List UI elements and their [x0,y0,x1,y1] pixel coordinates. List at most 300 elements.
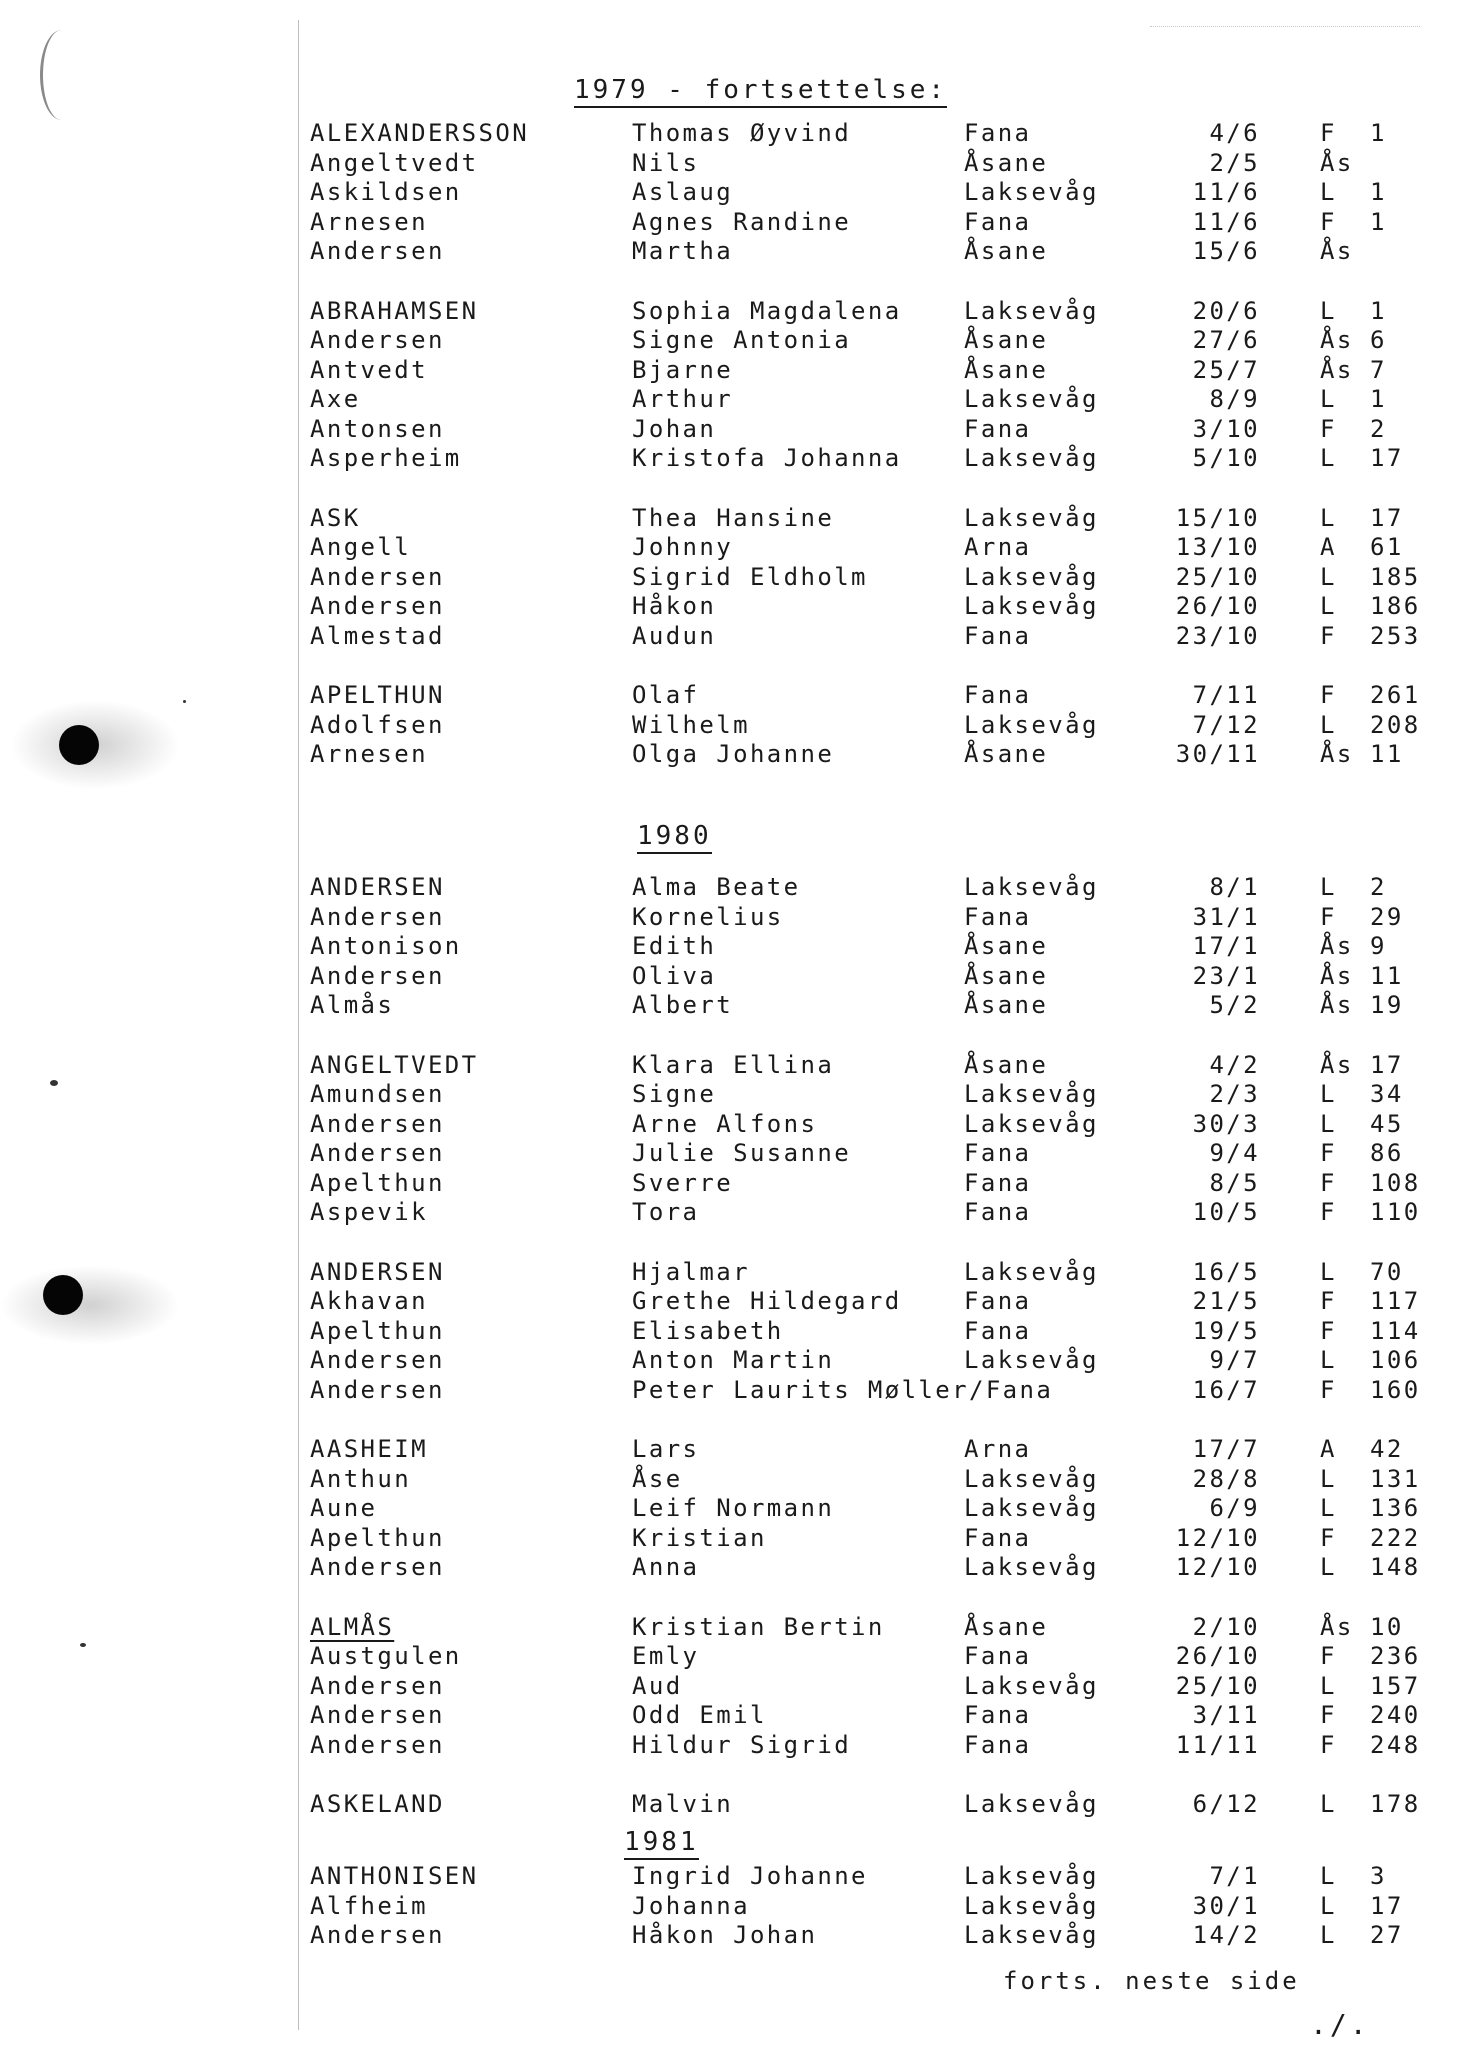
entry-date: 25/10 [1175,1672,1260,1700]
entry-parish: Laksevåg [964,1465,1099,1493]
entry-number: 185 [1370,563,1421,591]
entry-first-names: Klara Ellina [632,1051,835,1079]
entry-parish-code: F [1320,903,1337,931]
entry-surname: ASKELAND [310,1790,445,1818]
entry-number: 117 [1370,1287,1421,1315]
entry-parish-code: F [1320,1524,1337,1552]
continuation-mark: ./. [1310,2008,1370,2041]
entry-parish-code: F [1320,1287,1337,1315]
entry-first-names: Kristian Bertin [632,1613,885,1641]
entry-parish-code: F [1320,1139,1337,1167]
entry-first-names: Kornelius [632,903,784,931]
entry-reference [1320,739,1425,769]
entry-date: 16/5 [1192,1258,1260,1286]
entry-date: 5/10 [1192,444,1260,472]
register-entry [0,872,1459,902]
entry-parish: Laksevåg [964,873,1099,901]
entry-date: 17/1 [1192,932,1260,960]
entry-number: 114 [1370,1317,1421,1345]
entry-parish-code: Ås [1320,932,1354,960]
register-entry [0,931,1459,961]
entry-date: 21/5 [1192,1287,1260,1315]
entry-surname: Andersen [310,1921,445,1949]
entry-parish-code: L [1320,444,1337,472]
entry-parish: Fana [964,1287,1032,1315]
entry-first-names: Sigrid Eldholm [632,563,868,591]
entry-parish: Åsane [964,1051,1049,1079]
entry-date: 7/12 [1192,711,1260,739]
entry-surname: ASK [310,504,361,532]
entry-parish: Åsane [964,740,1049,768]
entry-parish-code: F [1320,119,1337,147]
entry-date: 14/2 [1192,1921,1260,1949]
entry-parish: Åsane [964,326,1049,354]
entry-date: 4/6 [1209,119,1260,147]
entry-first-names: Kristofa Johanna [632,444,902,472]
entry-date: 12/10 [1175,1524,1260,1552]
entry-number: 253 [1370,622,1421,650]
entry-reference [1320,1671,1425,1701]
entry-number: 45 [1370,1110,1404,1138]
entry-first-names: Oliva [632,962,717,990]
entry-surname: Andersen [310,1553,445,1581]
entry-number: 236 [1370,1642,1421,1670]
entry-first-names: Anton Martin [632,1346,835,1374]
entry-reference [1320,1257,1425,1287]
entry-first-names: Lars [632,1435,700,1463]
entry-number: 110 [1370,1198,1421,1226]
register-entry [0,443,1459,473]
entry-first-names: Arthur [632,385,734,413]
entry-reference [1320,990,1425,1020]
entry-surname: ANDERSEN [310,1258,445,1286]
entry-number: 131 [1370,1465,1421,1493]
entry-date: 19/5 [1192,1317,1260,1345]
entry-reference [1320,384,1425,414]
entry-parish-code: F [1320,1731,1337,1759]
entry-surname: Andersen [310,1672,445,1700]
entry-date: 26/10 [1175,1642,1260,1670]
register-entry [0,1168,1459,1198]
entry-parish: Laksevåg [964,297,1099,325]
register-entry [0,1891,1459,1921]
entry-reference [1320,148,1425,178]
entry-first-names: Signe Antonia [632,326,852,354]
entry-number: 6 [1370,326,1387,354]
register-entry [0,177,1459,207]
entry-parish-code: L [1320,504,1337,532]
entry-reference [1320,296,1425,326]
entry-surname: ANTHONISEN [310,1862,479,1890]
entry-parish-code: L [1320,1553,1337,1581]
entry-parish-code: Ås [1320,1051,1354,1079]
entry-date: 30/11 [1175,740,1260,768]
entry-reference [1320,503,1425,533]
entry-number: 208 [1370,711,1421,739]
entry-reference [1320,1138,1425,1168]
entry-parish-code: L [1320,1862,1337,1890]
entry-parish: Fana [964,622,1032,650]
entry-first-names: Olga Johanne [632,740,835,768]
entry-surname: Andersen [310,903,445,931]
entry-surname: Antonison [310,932,462,960]
entry-number: 1 [1370,297,1387,325]
entry-parish-code: Ås [1320,991,1354,1019]
entry-date: 11/6 [1192,208,1260,236]
entry-parish-code: L [1320,1346,1337,1374]
entry-parish-code: F [1320,1317,1337,1345]
entry-parish-code: Ås [1320,326,1354,354]
entry-first-names: Hjalmar [632,1258,750,1286]
entry-parish-code: A [1320,1435,1337,1463]
entry-reference [1320,355,1425,385]
entry-date: 15/10 [1175,504,1260,532]
entry-parish: Åsane [964,237,1049,265]
entry-date: 15/6 [1192,237,1260,265]
entry-reference [1320,207,1425,237]
entry-first-names: Bjarne [632,356,734,384]
entry-reference [1320,177,1425,207]
entry-parish-code: Ås [1320,149,1354,177]
entry-first-names: Johanna [632,1892,750,1920]
entry-parish-code: L [1320,1110,1337,1138]
entry-number: 11 [1370,740,1404,768]
entry-date: 30/1 [1192,1892,1260,1920]
entry-date: 12/10 [1175,1553,1260,1581]
register-entry [0,990,1459,1020]
entry-reference [1320,443,1425,473]
entry-date: 10/5 [1192,1198,1260,1226]
register-entry [0,1079,1459,1109]
entry-number: 17 [1370,504,1404,532]
entry-first-names: Aslaug [632,178,734,206]
entry-parish-code: L [1320,385,1337,413]
register-entry [0,621,1459,651]
entry-surname: Arnesen [310,208,428,236]
entry-reference [1320,1109,1425,1139]
entry-reference [1320,1552,1425,1582]
entry-reference [1320,1286,1425,1316]
entry-number: 1 [1370,208,1387,236]
entry-surname: Antonsen [310,415,445,443]
entry-parish: Fana [964,1317,1032,1345]
entry-first-names: Alma Beate [632,873,801,901]
entry-surname: Andersen [310,1139,445,1167]
entry-date: 13/10 [1175,533,1260,561]
entry-parish: Fana [964,1701,1032,1729]
entry-parish: Laksevåg [964,1346,1099,1374]
entry-number: 61 [1370,533,1404,561]
entry-first-names: Tora [632,1198,700,1226]
entry-parish: Fana [964,1198,1032,1226]
entry-date: 17/7 [1192,1435,1260,1463]
entry-number: 2 [1370,415,1387,443]
entry-parish-code: L [1320,297,1337,325]
entry-parish: Åsane [964,932,1049,960]
entry-parish: Laksevåg [964,1110,1099,1138]
entry-parish: Fana [964,1731,1032,1759]
register-entry [0,1316,1459,1346]
entry-number: 178 [1370,1790,1421,1818]
entry-first-names: Grethe Hildegard [632,1287,902,1315]
entry-surname: Asperheim [310,444,462,472]
entry-surname: Andersen [310,326,445,354]
entry-first-names: Ingrid Johanne [632,1862,868,1890]
entry-date: 5/2 [1209,991,1260,1019]
entry-parish: Fana [964,903,1032,931]
entry-surname: Apelthun [310,1317,445,1345]
entry-parish: Laksevåg [964,178,1099,206]
entry-surname: Almås [310,991,395,1019]
entry-parish-code: Ås [1320,1613,1354,1641]
entry-parish: Fana [964,681,1032,709]
entry-number: 1 [1370,119,1387,147]
entry-reference [1320,414,1425,444]
entry-date: 30/3 [1192,1110,1260,1138]
entry-surname: Akhavan [310,1287,428,1315]
entry-first-names: Kristian [632,1524,767,1552]
entry-parish-code: F [1320,1198,1337,1226]
entry-parish-code: L [1320,1790,1337,1818]
register-entry [0,1730,1459,1760]
entry-surname: Alfheim [310,1892,428,1920]
entry-parish: Laksevåg [964,385,1099,413]
register-entry [0,118,1459,148]
entry-first-names: Anna [632,1553,700,1581]
entry-first-names: Olaf [632,681,700,709]
entry-parish-code: L [1320,711,1337,739]
entry-parish: Laksevåg [964,1892,1099,1920]
entry-first-names: Thea Hansine [632,504,835,532]
entry-first-names: Wilhelm [632,711,750,739]
entry-date: 4/2 [1209,1051,1260,1079]
register-entry [0,414,1459,444]
entry-number: 17 [1370,1892,1404,1920]
entry-number: 160 [1370,1376,1421,1404]
entry-parish: Fana [964,1169,1032,1197]
entry-date: 9/4 [1209,1139,1260,1167]
entry-number: 19 [1370,991,1404,1019]
register-entry [0,236,1459,266]
entry-reference [1320,1612,1425,1642]
entry-reference [1320,1789,1425,1819]
entry-number: 248 [1370,1731,1421,1759]
entry-number: 34 [1370,1080,1404,1108]
entry-date: 8/1 [1209,873,1260,901]
register-entry [0,325,1459,355]
entry-reference [1320,1316,1425,1346]
entry-first-names: Malvin [632,1790,734,1818]
entry-parish: Åsane [964,356,1049,384]
entry-parish-code: Ås [1320,356,1354,384]
entry-surname: Andersen [310,962,445,990]
entry-parish: Fana [964,119,1032,147]
entry-parish: Laksevåg [964,592,1099,620]
entry-first-names: Sophia Magdalena [632,297,902,325]
entry-surname: Andersen [310,1376,445,1404]
entry-number: 1 [1370,385,1387,413]
entry-parish-code: F [1320,622,1337,650]
entry-surname: Anthun [310,1465,412,1493]
entry-number: 3 [1370,1862,1387,1890]
entry-parish-code: F [1320,208,1337,236]
register-entry [0,1523,1459,1553]
entry-surname: Axe [310,385,361,413]
register-entry [0,1552,1459,1582]
entry-first-names: Aud [632,1672,683,1700]
entry-date: 16/7 [1192,1376,1260,1404]
entry-number: 2 [1370,873,1387,901]
register-entry [0,562,1459,592]
entry-first-names: Audun [632,622,717,650]
entry-reference [1320,961,1425,991]
entry-number: 1 [1370,178,1387,206]
register-entry [0,1861,1459,1891]
entry-surname: Andersen [310,1346,445,1374]
register-entry [0,1197,1459,1227]
register-entry [0,1286,1459,1316]
entry-parish-code: L [1320,1465,1337,1493]
register-entry [0,296,1459,326]
entry-parish-code: L [1320,1672,1337,1700]
entry-surname: ALEXANDERSSON [310,119,530,147]
entry-reference [1320,680,1425,710]
entry-date: 27/6 [1192,326,1260,354]
entry-number: 240 [1370,1701,1421,1729]
entry-parish-code: Ås [1320,740,1354,768]
entry-parish-code: L [1320,1080,1337,1108]
entry-parish: Åsane [964,149,1049,177]
entry-surname: Andersen [310,592,445,620]
entry-parish: Laksevåg [964,1494,1099,1522]
register-entry [0,503,1459,533]
register-entry [0,1345,1459,1375]
entry-surname: Almestad [310,622,445,650]
entry-parish: Fana [964,415,1032,443]
entry-number: 222 [1370,1524,1421,1552]
entry-surname: Angeltvedt [310,149,479,177]
entry-reference [1320,710,1425,740]
entry-number: 7 [1370,356,1387,384]
entry-parish: Arna [964,1435,1032,1463]
entry-number: 17 [1370,1051,1404,1079]
entry-surname: Antvedt [310,356,428,384]
register-entry [0,532,1459,562]
entry-date: 8/5 [1209,1169,1260,1197]
entry-reference [1320,1861,1425,1891]
entry-first-names: Agnes Randine [632,208,852,236]
entry-reference [1320,1079,1425,1109]
entry-date: 6/12 [1192,1790,1260,1818]
entry-reference [1320,1050,1425,1080]
entry-parish: Fana [964,1139,1032,1167]
entry-surname: ANDERSEN [310,873,445,901]
section-heading: 1980 [637,820,712,854]
entry-parish-code: F [1320,681,1337,709]
entry-date: 2/3 [1209,1080,1260,1108]
register-entry [0,384,1459,414]
entry-surname: Askildsen [310,178,462,206]
entry-parish: Laksevåg [964,1553,1099,1581]
entry-reference [1320,1523,1425,1553]
entry-surname: ALMÅS [310,1613,395,1641]
register-entry [0,1493,1459,1523]
entry-reference [1320,1700,1425,1730]
entry-parish: Fana [964,1642,1032,1670]
entry-parish-code: F [1320,1376,1337,1404]
entry-parish: Laksevåg [964,563,1099,591]
entry-date: 23/1 [1192,962,1260,990]
register-entry [0,1434,1459,1464]
entry-reference [1320,1730,1425,1760]
entry-reference [1320,118,1425,148]
entry-parish: Arna [964,533,1032,561]
entry-surname: AASHEIM [310,1435,428,1463]
entry-reference [1320,902,1425,932]
entry-parish-code: L [1320,1258,1337,1286]
entry-number: 10 [1370,1613,1404,1641]
entry-reference [1320,325,1425,355]
entry-number: 11 [1370,962,1404,990]
register-entry [0,1050,1459,1080]
entry-first-names: Leif Normann [632,1494,835,1522]
entry-date: 2/10 [1192,1613,1260,1641]
entry-date: 3/11 [1192,1701,1260,1729]
register-entry [0,1700,1459,1730]
entry-parish: Åsane [964,1613,1049,1641]
entry-date: 23/10 [1175,622,1260,650]
entry-number: 27 [1370,1921,1404,1949]
entry-date: 25/10 [1175,563,1260,591]
entry-first-names: Odd Emil [632,1701,767,1729]
entry-reference [1320,1920,1425,1950]
entry-first-names: Martha [632,237,734,265]
entry-parish-code: F [1320,1701,1337,1729]
entry-parish-code: L [1320,1921,1337,1949]
entry-first-names: Hildur Sigrid [632,1731,852,1759]
entry-parish: Fana [964,208,1032,236]
section-heading: 1981 [624,1826,699,1860]
entry-parish: Fana [964,1524,1032,1552]
register-entry [0,739,1459,769]
entry-surname: Andersen [310,1701,445,1729]
entry-first-names: Håkon Johan [632,1921,818,1949]
entry-parish: Laksevåg [964,1862,1099,1890]
register-entry [0,148,1459,178]
entry-parish: Laksevåg [964,1790,1099,1818]
entry-first-names: Johnny [632,533,734,561]
entry-parish-code: F [1320,1642,1337,1670]
entry-parish: Laksevåg [964,711,1099,739]
entry-surname: Aspevik [310,1198,428,1226]
entry-reference [1320,1197,1425,1227]
section-heading: 1979 - fortsettelse: [574,74,947,108]
entry-date: 20/6 [1192,297,1260,325]
entry-first-names: Emly [632,1642,700,1670]
register-entry [0,1920,1459,1950]
entry-number: 136 [1370,1494,1421,1522]
entry-parish: Laksevåg [964,1258,1099,1286]
entry-reference [1320,1891,1425,1921]
entry-parish-code: L [1320,178,1337,206]
entry-first-names: Albert [632,991,734,1019]
entry-surname: Adolfsen [310,711,445,739]
entry-date: 7/11 [1192,681,1260,709]
register-entry [0,207,1459,237]
entry-reference [1320,872,1425,902]
register-entry [0,710,1459,740]
register-entry [0,355,1459,385]
